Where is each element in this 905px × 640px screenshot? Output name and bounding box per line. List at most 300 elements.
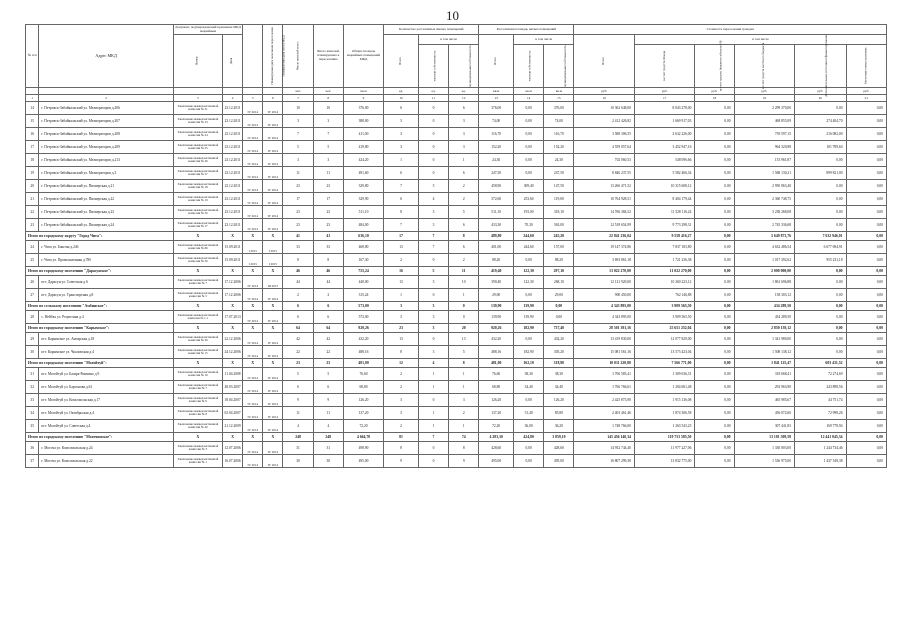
cell-s: 72,20 <box>479 420 514 433</box>
row-address: пгт. Могойтуй ул. Базара-Ринчино д.9 <box>39 368 173 381</box>
unit-cell: руб. <box>734 88 794 95</box>
cell-c4: 0,00 <box>795 311 847 324</box>
table-row <box>26 167 887 180</box>
cell-c1: 8 043 278,00 <box>634 102 694 115</box>
row-demolition-date: IV 2014 <box>263 206 283 219</box>
row-number: 14 <box>26 102 39 115</box>
cell-c2: 0,00 <box>695 180 734 193</box>
column-numbers-row <box>26 95 887 102</box>
row-number: 35 <box>26 420 39 433</box>
cell-s: 139,90 <box>479 311 514 324</box>
cell-s2: 297,10 <box>544 267 574 276</box>
cell-k: 17 <box>384 232 419 241</box>
cell-c1: 7 566 771,00 <box>634 359 694 368</box>
cell-c: 3 588 306,55 <box>574 128 634 141</box>
row-document: Заключение межведомственной комиссии № 9 <box>173 394 222 407</box>
cell-r1: 5 <box>283 141 313 154</box>
table-row <box>26 420 887 433</box>
cell-r2: 31 <box>313 442 343 455</box>
cell-k2: 0 <box>449 311 479 324</box>
cell-k: 6 <box>384 102 419 115</box>
cell-s1: 34,40 <box>514 381 544 394</box>
cell-k2: 1 <box>449 289 479 302</box>
cell-c1: 119 753 585,50 <box>634 433 694 442</box>
row-address: г. Чита ул. Баштан д.24б <box>39 241 173 254</box>
subtotal-row <box>26 433 887 442</box>
cell-c2: 0,00 <box>695 289 734 302</box>
subtotal-row <box>26 359 887 368</box>
cell-c: 14 932 744,40 <box>574 442 634 455</box>
cell-c3: 1 841 125,47 <box>734 359 794 368</box>
cell-k1: 0 <box>418 115 448 128</box>
row-doc-date: 22.12.2006 <box>223 333 243 346</box>
row-doc-date: 17.12.2006 <box>223 289 243 302</box>
cell-r2: 33 <box>313 241 343 254</box>
cell-r2: 6 <box>313 302 343 311</box>
row-number: 24 <box>26 241 39 254</box>
row-doc-date: 23.12.2011 <box>223 206 243 219</box>
row-document: Заключение межведомственной комиссии № 8 <box>173 407 222 420</box>
row-doc-date: 23.12.2011 <box>223 219 243 232</box>
cell-s: 920,26 <box>479 324 514 333</box>
table-row <box>26 394 887 407</box>
cell-c: 2 425 873,90 <box>574 394 634 407</box>
row-document: Заключение межведомственной комиссии № 19 <box>173 193 222 206</box>
row-doc-date: 12.07.2006 <box>223 442 243 455</box>
cell-c4: 0,00 <box>795 154 847 167</box>
cell-r1: 9 <box>283 394 313 407</box>
row-address: г. Петровск-Забайкальский ул. Мелиораторов д.207 <box>39 115 173 128</box>
subtotal-x: X <box>223 267 243 276</box>
row-planned-date: IV 2014 <box>243 102 263 115</box>
column-number: 19 <box>734 95 794 102</box>
column-number: 9 <box>343 95 383 102</box>
cell-c5: 0,00 <box>846 115 886 128</box>
column-number: 7 <box>283 95 313 102</box>
row-planned-date: IV 2014 <box>243 381 263 394</box>
cell-c2: 0,00 <box>695 141 734 154</box>
cell-area: 484,00 <box>343 219 383 232</box>
cell-c5: 0,00 <box>846 442 886 455</box>
cell-k: 1 <box>384 289 419 302</box>
cell-s1: 0,00 <box>514 115 544 128</box>
cell-area: 137,20 <box>343 407 383 420</box>
cell-area: 636,10 <box>343 232 383 241</box>
row-planned-date: IV 2014 <box>243 333 263 346</box>
cell-s1: 182,90 <box>514 324 544 333</box>
cell-r2: 6 <box>313 381 343 394</box>
cell-c5: 0,00 <box>846 433 886 442</box>
cell-r1: 3 <box>283 154 313 167</box>
unit-cell: чел. <box>313 88 343 95</box>
cell-c2: 0,00 <box>695 193 734 206</box>
cell-area: 481,00 <box>343 359 383 368</box>
cell-s1: 0,00 <box>514 455 544 468</box>
cell-k: 2 <box>384 368 419 381</box>
cell-c5: 0,00 <box>846 333 886 346</box>
cell-s2: 432,20 <box>544 333 574 346</box>
unit-cell: руб. <box>634 88 694 95</box>
cell-area: 424,20 <box>343 154 383 167</box>
cell-area: 419,80 <box>343 141 383 154</box>
cell-s1: 424,80 <box>514 433 544 442</box>
cell-c5: 0,00 <box>846 267 886 276</box>
cell-k2: 3 <box>449 394 479 407</box>
cell-r1: 248 <box>283 433 313 442</box>
cell-k1: 0 <box>418 102 448 115</box>
cell-k: 12 <box>384 359 419 368</box>
table-body <box>26 102 887 468</box>
cell-s1: 0,00 <box>514 333 544 346</box>
cell-s2: 428,60 <box>544 442 574 455</box>
cell-c: 15 081 561,16 <box>574 346 634 359</box>
cell-c1: 10 315 608,12 <box>634 180 694 193</box>
row-doc-date: 23.12.2011 <box>223 115 243 128</box>
cell-k: 3 <box>384 407 419 420</box>
header-residents-to-move: Число жителей, планируемых к переселению <box>313 25 343 88</box>
cell-r2: 44 <box>313 276 343 289</box>
cell-s: 116,70 <box>479 128 514 141</box>
header-area-private: частная собственность <box>514 45 544 88</box>
cell-c2: 0,00 <box>695 455 734 468</box>
unit-cell: кв.м <box>514 88 544 95</box>
unit-cell: руб. <box>795 88 847 95</box>
cell-c: 4 559 057,64 <box>574 141 634 154</box>
column-number: 12 <box>449 95 479 102</box>
header-doc-date: Дата <box>223 35 243 88</box>
cell-s: 428,60 <box>479 442 514 455</box>
cell-c2: 0,00 <box>695 241 734 254</box>
cell-k1: 1 <box>418 381 448 394</box>
cell-s1: 0,00 <box>514 394 544 407</box>
cell-r2: 248 <box>313 433 343 442</box>
row-planned-date: IV 2014 <box>243 311 263 324</box>
cell-c: 1 766 766,61 <box>574 381 634 394</box>
cell-s: 390,40 <box>479 276 514 289</box>
row-demolition-date: IV 2014 <box>263 180 283 193</box>
cell-r1: 44 <box>283 276 313 289</box>
row-demolition-date: IV 2014 <box>263 455 283 468</box>
cell-s1: 70,30 <box>514 219 544 232</box>
row-number: 17 <box>26 141 39 154</box>
row-demolition-date: IV 2014 <box>263 442 283 455</box>
cell-c3: 1 568 130,21 <box>734 167 794 180</box>
cell-c: 28 501 391,16 <box>574 324 634 333</box>
cell-k1: 0 <box>418 167 448 180</box>
unit-cell: ед. <box>418 88 448 95</box>
cell-c5: 0,00 <box>846 368 886 381</box>
subtotal-x: X <box>243 433 263 442</box>
row-planned-date: IV 2014 <box>243 289 263 302</box>
row-demolition-date: IV 2014 <box>263 333 283 346</box>
cell-r1: 46 <box>283 267 313 276</box>
cell-r1: 30 <box>283 455 313 468</box>
cell-k: 7 <box>384 180 419 193</box>
table-row <box>26 128 887 141</box>
cell-c2: 0,00 <box>695 333 734 346</box>
cell-c5: 0,00 <box>846 455 886 468</box>
row-address: г. Петровск-Забайкальский ул. Пионерская д.23 <box>39 206 173 219</box>
cell-c1: 548 096,66 <box>634 154 694 167</box>
column-number: 20 <box>795 95 847 102</box>
cell-s: 372,60 <box>479 193 514 206</box>
cell-r1: 23 <box>283 180 313 193</box>
cell-s2: 38,30 <box>544 368 574 381</box>
cell-k2: 11 <box>449 267 479 276</box>
cell-c3: 739 597,15 <box>734 128 794 141</box>
cell-s1: 38,30 <box>514 368 544 381</box>
cell-area: 488,16 <box>343 346 383 359</box>
cell-c5: 0,00 <box>846 359 886 368</box>
cell-k: 2 <box>384 254 419 267</box>
row-planned-date: IV 2014 <box>243 276 263 289</box>
unit-cell: кв.м <box>343 88 383 95</box>
cell-c4: 0,00 <box>795 267 847 276</box>
cell-r2: 5 <box>313 368 343 381</box>
row-address: пгт. Могойтуй ул. Бартонова д.61 <box>39 381 173 394</box>
row-demolition-date: I 2015 <box>263 241 283 254</box>
cell-r2: 8 <box>313 254 343 267</box>
cell-area: 755,24 <box>343 267 383 276</box>
subtotal-row <box>26 267 887 276</box>
cell-c: 3 693 861,18 <box>574 254 634 267</box>
cell-c: 13 022 270,00 <box>574 267 634 276</box>
cell-c4: 955 231,18 <box>795 254 847 267</box>
cell-c: 4 343 895,00 <box>574 311 634 324</box>
cell-r1: 23 <box>283 359 313 368</box>
row-address: г. Петровск-Забайкальский ул. Пионерская д.22 <box>39 193 173 206</box>
cell-c5: 0,00 <box>846 324 886 333</box>
cell-c: 12 121 920,00 <box>574 276 634 289</box>
cell-k: 9 <box>384 455 419 468</box>
row-document: Заключение межведомственной комиссии № 26 <box>173 154 222 167</box>
header-rooms-private: частная собственность <box>418 45 448 88</box>
subtotal-x: X <box>263 359 283 368</box>
row-address: пгт. Карымское ул. Чкаловская д.4 <box>39 346 173 359</box>
cell-k2: 1 <box>449 420 479 433</box>
cell-s: 511,10 <box>479 206 514 219</box>
cell-r2: 41 <box>313 232 343 241</box>
subtotal-x: X <box>263 324 283 333</box>
table-row <box>26 333 887 346</box>
table-header <box>26 25 887 102</box>
cell-c5: 0,00 <box>846 141 886 154</box>
cell-r2: 11 <box>313 407 343 420</box>
cell-c4: 274 404,70 <box>795 115 847 128</box>
row-document: Заключение межведомственной комиссии № 17 <box>173 219 222 232</box>
cell-s2: 305,20 <box>544 346 574 359</box>
cell-c5: 0,00 <box>846 241 886 254</box>
cell-s: 74,00 <box>479 115 514 128</box>
cell-c3: 5 649 873,76 <box>734 232 794 241</box>
cell-k1: 7 <box>418 241 448 254</box>
table-row <box>26 193 887 206</box>
cell-c4: 169 778,94 <box>795 420 847 433</box>
row-demolition-date: III 2015 <box>263 276 283 289</box>
cell-k1: 7 <box>418 232 448 241</box>
cell-k2: 6 <box>449 241 479 254</box>
row-document: Заключение межведомственной комиссии № 25 <box>173 141 222 154</box>
row-number: 28 <box>26 311 39 324</box>
row-document: Заключение межведомственной комиссии № 7 <box>173 381 222 394</box>
row-doc-date: 17.12.2006 <box>223 276 243 289</box>
cell-s1: 244,60 <box>514 232 544 241</box>
cell-c1: 1 721 236,38 <box>634 254 694 267</box>
cell-c3: 2 850 139,12 <box>734 324 794 333</box>
cell-c3: 318 668,41 <box>734 368 794 381</box>
cell-c: 22 841 236,04 <box>574 232 634 241</box>
cell-c3: 3 238 268,08 <box>734 206 794 219</box>
cell-s2: 318,10 <box>544 206 574 219</box>
row-number: 36 <box>26 442 39 455</box>
row-doc-date: 18.04.2007 <box>223 394 243 407</box>
subtotal-x: X <box>243 324 263 333</box>
cell-area: 72,20 <box>343 420 383 433</box>
cell-c2: 0,00 <box>695 128 734 141</box>
cell-r2: 46 <box>313 267 343 276</box>
cell-k1: 7 <box>418 433 448 442</box>
unit-cell: ед. <box>449 88 479 95</box>
cell-c: 8 846 237,55 <box>574 167 634 180</box>
cell-s1: 139,90 <box>514 302 544 311</box>
cell-c1: 11 022 270,00 <box>634 267 694 276</box>
cell-c: 145 456 140,34 <box>574 433 634 442</box>
subtotal-x: X <box>263 302 283 311</box>
header-area-group: Расселяемая площадь жилых помещений <box>479 25 574 35</box>
row-planned-date: IV 2014 <box>243 154 263 167</box>
cell-s: 88,20 <box>479 254 514 267</box>
cell-r1: 3 <box>283 115 313 128</box>
cell-c5: 0,00 <box>846 420 886 433</box>
cell-c4: 0,00 <box>795 333 847 346</box>
cell-c1: 11 977 227,06 <box>634 442 694 455</box>
row-doc-date: 28.03.2007 <box>223 381 243 394</box>
cell-c3: 2 745 336,68 <box>734 219 794 232</box>
row-document: Заключение межведомственной комиссии № 20 <box>173 206 222 219</box>
cell-c5: 0,00 <box>846 381 886 394</box>
table-row <box>26 102 887 115</box>
cell-r1: 2 <box>283 289 313 302</box>
row-demolition-date: IV 2014 <box>263 193 283 206</box>
cell-c: 702 060,53 <box>574 154 634 167</box>
column-number: 14 <box>514 95 544 102</box>
cell-k1: 0 <box>418 333 448 346</box>
row-document: Заключение межведомственной комиссии № 15 <box>173 346 222 359</box>
unit-cell: руб. <box>846 88 886 95</box>
cell-c3: 1 330 803,00 <box>734 442 794 455</box>
column-number: 1 <box>26 95 39 102</box>
cell-s2: 318,90 <box>544 359 574 368</box>
row-doc-date: 15.09.2011 <box>223 241 243 254</box>
cell-k2: 3 <box>449 141 479 154</box>
cell-c2: 0,00 <box>695 267 734 276</box>
cell-area: 468,80 <box>343 241 383 254</box>
cell-k1: 3 <box>418 206 448 219</box>
cell-k1: 0 <box>418 394 448 407</box>
row-address: г. Петровск-Забайкальский ул. Мелиораторов д.3 <box>39 167 173 180</box>
cell-k: 13 <box>384 241 419 254</box>
cell-c5: 0,00 <box>846 311 886 324</box>
table-row <box>26 455 887 468</box>
cell-k2: 6 <box>449 102 479 115</box>
cell-r1: 22 <box>283 346 313 359</box>
cell-s1: 244,60 <box>514 241 544 254</box>
cell-area: 376,00 <box>343 102 383 115</box>
cell-c2: 0,00 <box>695 381 734 394</box>
cell-c5: 0,00 <box>846 346 886 359</box>
cell-s1: 0,00 <box>514 167 544 180</box>
row-planned-date: IV 2014 <box>243 206 263 219</box>
cell-k1: 0 <box>418 128 448 141</box>
row-planned-date: IV 2014 <box>243 219 263 232</box>
cell-c2: 0,00 <box>695 346 734 359</box>
cell-c2: 0,00 <box>695 311 734 324</box>
cell-c3: 1 017 392,62 <box>734 254 794 267</box>
cell-c3: 465 985,67 <box>734 394 794 407</box>
cell-r2: 4 <box>313 420 343 433</box>
cell-s: 401,00 <box>479 241 514 254</box>
row-number: 30 <box>26 346 39 359</box>
row-planned-date: IV 2014 <box>243 141 263 154</box>
cell-s1: 0,00 <box>514 128 544 141</box>
header-doc-number: Номер <box>173 35 222 88</box>
cell-k: 8 <box>384 206 419 219</box>
cell-c5: 0,00 <box>846 167 886 180</box>
cell-area: 491,60 <box>343 167 383 180</box>
row-document: Заключение межведомственной комиссии № 29 <box>173 254 222 267</box>
cell-c3: 1 536 975,00 <box>734 455 794 468</box>
row-address: с. Нейбах ул. Рецептина д.4 <box>39 311 173 324</box>
cell-s2: 116,70 <box>544 128 574 141</box>
cell-s2: 0,00 <box>544 311 574 324</box>
row-planned-date: IV 2014 <box>243 180 263 193</box>
header-rooms-total: Всего <box>384 35 419 88</box>
cell-c: 13 419 830,00 <box>574 333 634 346</box>
cell-r1: 4 <box>283 420 313 433</box>
cell-area: 573,00 <box>343 311 383 324</box>
cell-c3: 2 950 863,40 <box>734 180 794 193</box>
subtotal-x: X <box>173 324 222 333</box>
row-document: Заключение межведомственной комиссии № 29 <box>173 333 222 346</box>
cell-s1: 0,00 <box>514 141 544 154</box>
column-number: 17 <box>634 95 694 102</box>
cell-r1: 33 <box>283 241 313 254</box>
row-doc-date: 23.12.2011 <box>223 193 243 206</box>
cell-s1: 0,00 <box>514 154 544 167</box>
header-doc: Документ, подтверждающий признание МКД аварийным <box>175 24 241 33</box>
row-planned-date: IV 2014 <box>243 455 263 468</box>
cell-s2: 29,00 <box>544 289 574 302</box>
cell-c4: 243 898,56 <box>795 381 847 394</box>
cell-k: 3 <box>384 311 419 324</box>
cell-c5: 0,00 <box>846 276 886 289</box>
cell-r2: 3 <box>313 115 343 128</box>
cell-c4: 0,00 <box>795 102 847 115</box>
cell-c1: 13 832 775,00 <box>634 455 694 468</box>
subtotal-label: Итого по сельскому поселению "Амбинское": <box>26 302 174 311</box>
row-document: Заключение межведомственной комиссии № 66 <box>173 241 222 254</box>
cell-c4: 1 437 549,38 <box>795 455 847 468</box>
cell-r1: 31 <box>283 442 313 455</box>
cell-k1: 3 <box>418 346 448 359</box>
row-document: Заключение межведомственной комиссии № 24 <box>173 128 222 141</box>
cell-s: 29,00 <box>479 289 514 302</box>
table-row <box>26 254 887 267</box>
row-number: 25 <box>26 254 39 267</box>
cell-k2: 5 <box>449 206 479 219</box>
column-number: 4 <box>223 95 243 102</box>
table-row <box>26 141 887 154</box>
